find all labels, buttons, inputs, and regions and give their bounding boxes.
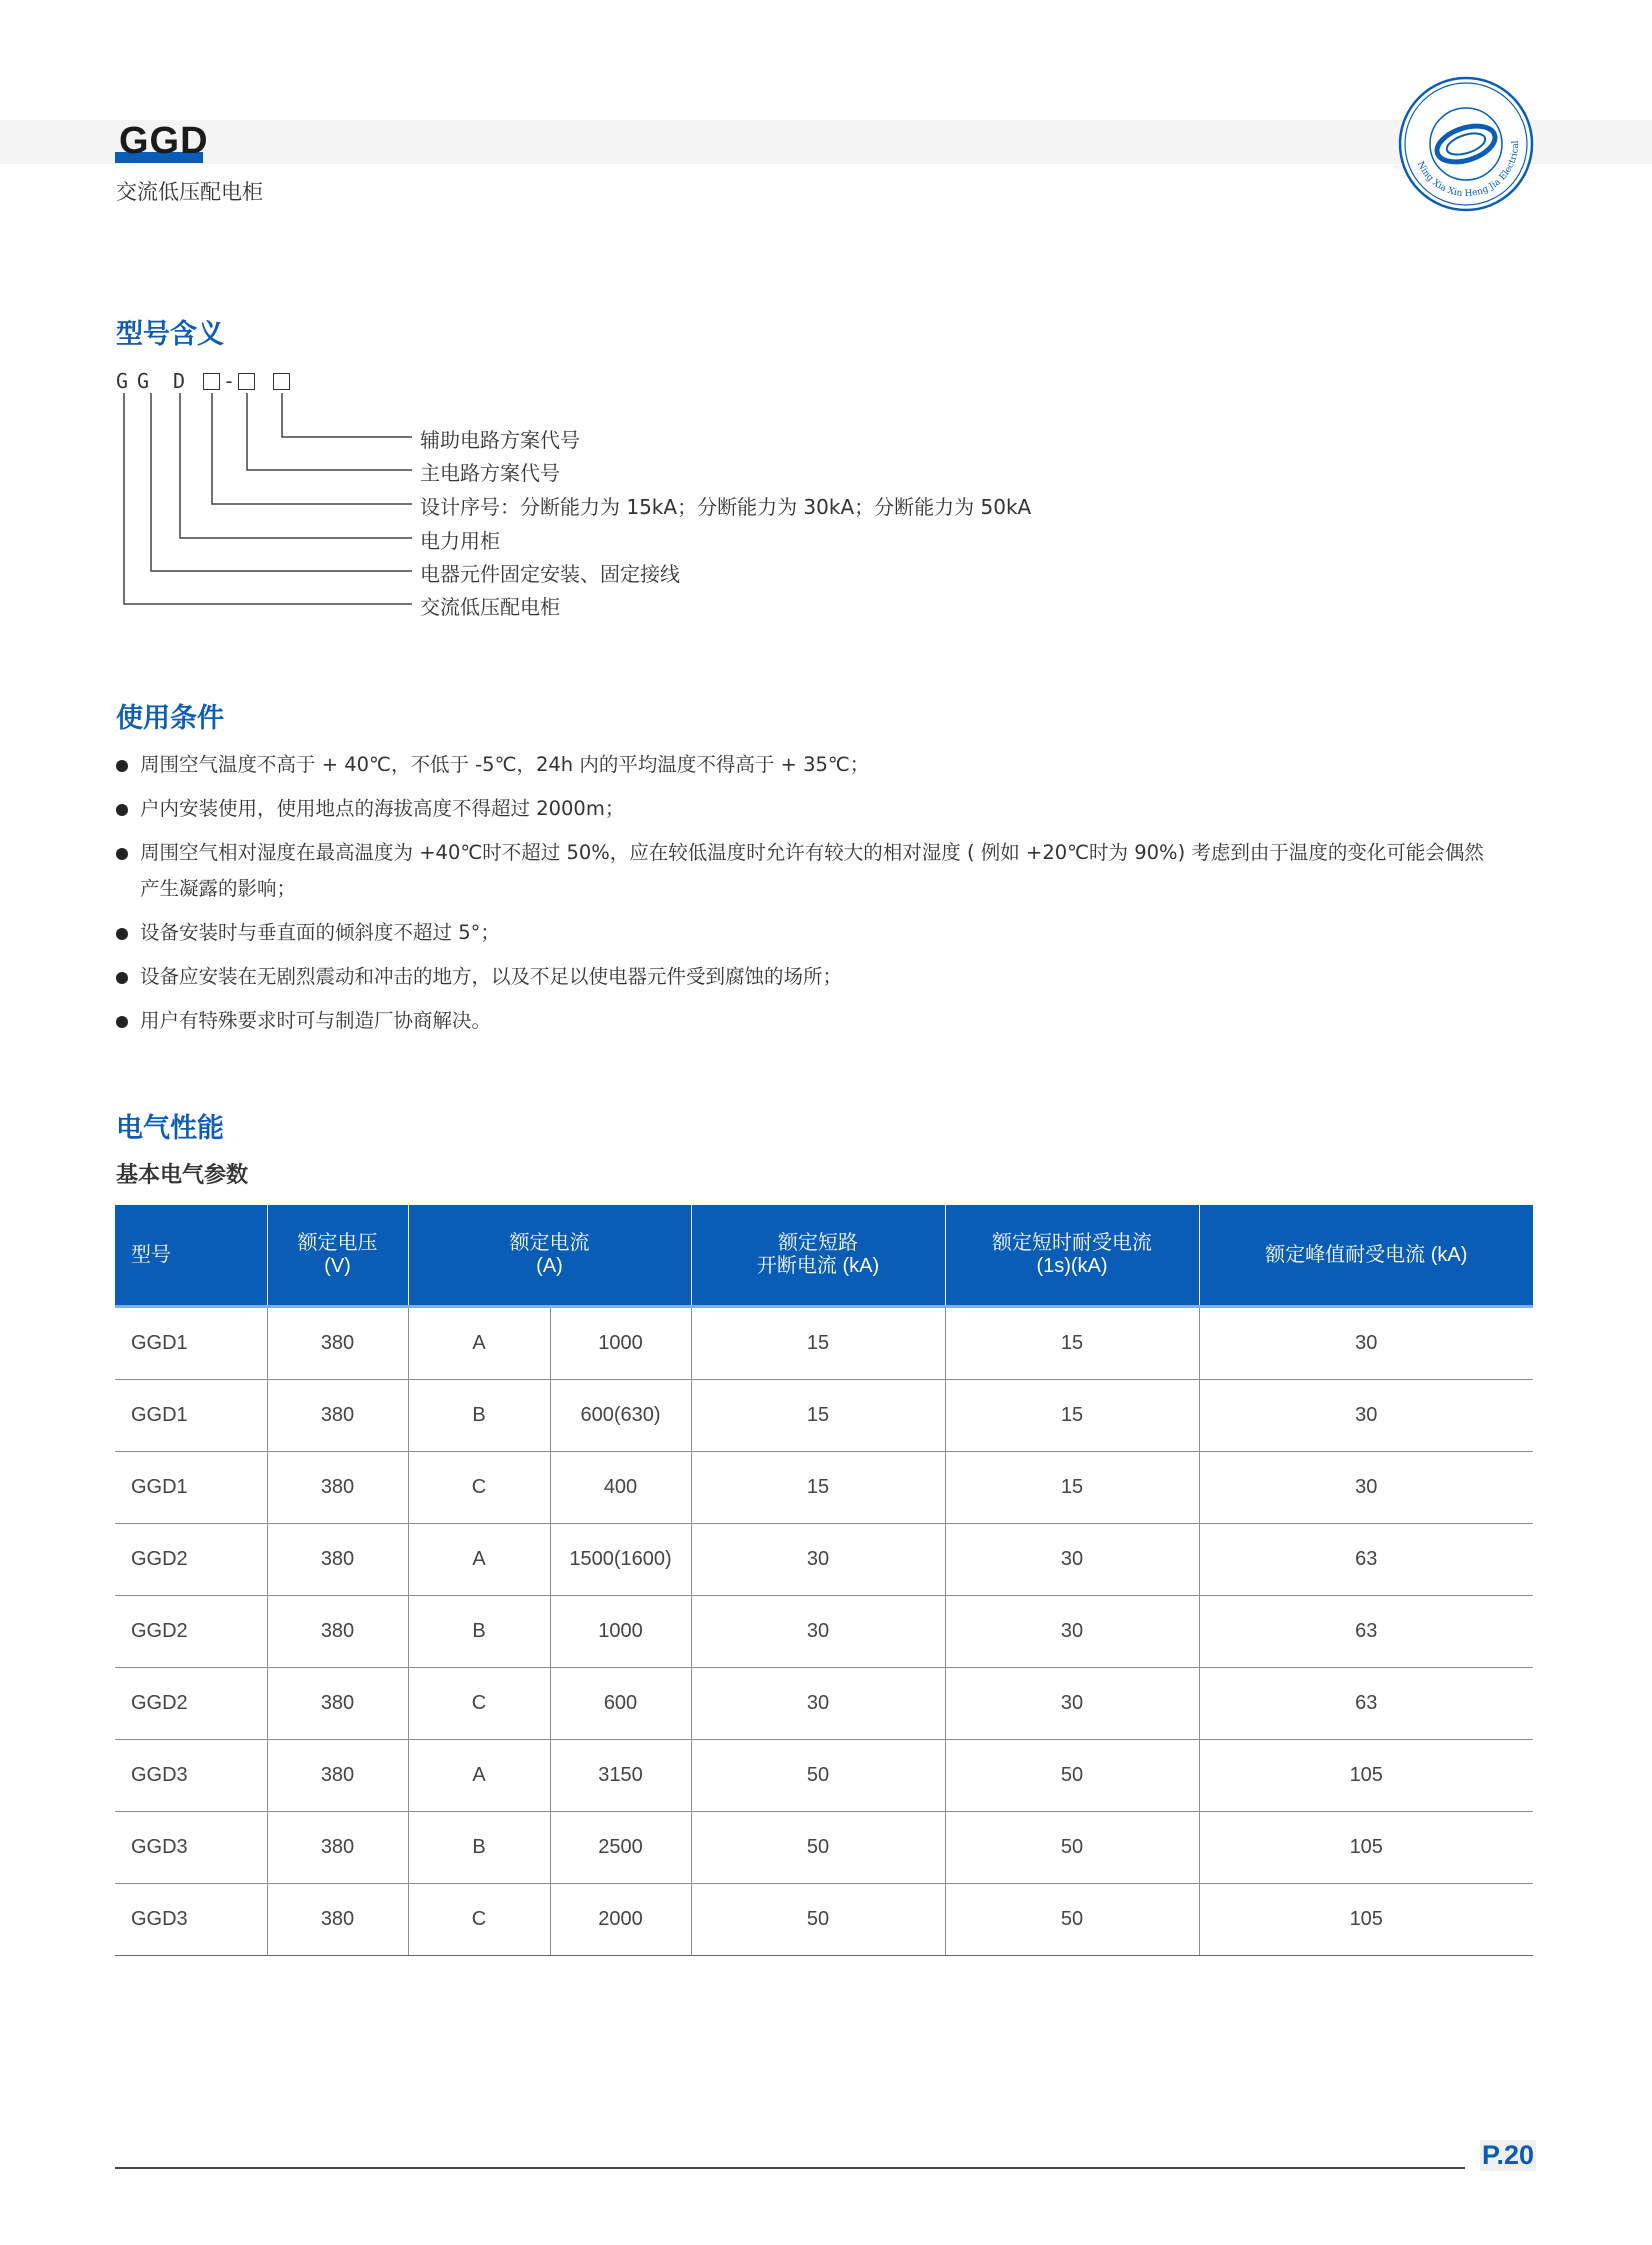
table-row — [115, 1884, 1533, 1956]
code-dash: - — [223, 369, 236, 393]
bullet-icon — [116, 1016, 128, 1028]
bullet-icon — [116, 760, 128, 772]
code-label-power-cabinet: 电力用柜 — [420, 529, 500, 553]
bullet-icon — [116, 804, 128, 816]
col-header-model: 型号 — [115, 1205, 267, 1307]
code-label-design-no: 设计序号：分断能力为 15kA；分断能力为 30kA；分断能力为 50kA — [420, 495, 1032, 519]
cell-current-class: C — [408, 1884, 550, 1956]
cell-current: 1500(1600) — [550, 1524, 691, 1596]
cell-voltage: 380 — [267, 1380, 408, 1452]
electrical-section-title: 电气性能 — [116, 1113, 224, 1144]
cell-peak: 105 — [1199, 1740, 1533, 1812]
condition-text: 用户有特殊要求时可与制造厂协商解决。 — [140, 1009, 492, 1032]
cell-current-class: B — [408, 1596, 550, 1668]
cell-model: GGD2 — [115, 1524, 267, 1596]
cell-peak: 63 — [1199, 1668, 1533, 1740]
logo-text: Ning Xia Xin Heng Jia Electrical — [1414, 140, 1522, 200]
table-row — [115, 1668, 1533, 1740]
cell-breaking: 15 — [691, 1307, 945, 1380]
code-label-main-circuit: 主电路方案代号 — [420, 461, 560, 485]
table-row — [115, 1524, 1533, 1596]
code-placeholder-box — [238, 373, 255, 390]
cell-model: GGD1 — [115, 1452, 267, 1524]
cell-current: 600 — [550, 1668, 691, 1740]
cell-current-class: A — [408, 1524, 550, 1596]
page-number: P.20 — [1482, 2140, 1535, 2170]
col-header-breaking: 额定短路 开断电流 (kA) — [691, 1205, 945, 1307]
col-header-peak: 额定峰值耐受电流 (kA) — [1199, 1205, 1533, 1307]
cell-breaking: 15 — [691, 1452, 945, 1524]
list-item — [116, 959, 1496, 995]
cell-short-time: 50 — [945, 1740, 1199, 1812]
table-row — [115, 1307, 1533, 1380]
condition-text: 周围空气温度不高于 + 40℃，不低于 -5℃，24h 内的平均温度不得高于 + 35℃； — [140, 753, 870, 776]
cell-peak: 63 — [1199, 1596, 1533, 1668]
code-letter: G — [116, 369, 129, 393]
code-placeholder-box — [273, 373, 290, 390]
cell-current-class: C — [408, 1668, 550, 1740]
code-label-fixed-install: 电器元件固定安装、固定接线 — [420, 562, 680, 586]
cell-voltage: 380 — [267, 1452, 408, 1524]
code-label-ac-lv-cabinet: 交流低压配电柜 — [420, 595, 560, 619]
cell-short-time: 50 — [945, 1812, 1199, 1884]
cell-breaking: 30 — [691, 1668, 945, 1740]
condition-text: 周围空气相对湿度在最高温度为 +40℃时不超过 50%，应在较低温度时允许有较大的相对湿度 ( 例如 +20℃时为 90%) 考虑到由于温度的变化可能会偶然产生凝露的影响； — [140, 841, 1484, 900]
cell-model: GGD3 — [115, 1812, 267, 1884]
model-section-title: 型号含义 — [116, 319, 224, 350]
list-item — [116, 747, 1496, 783]
list-item — [116, 835, 1496, 907]
code-letter: D — [173, 369, 186, 393]
table-row — [115, 1812, 1533, 1884]
cell-peak: 30 — [1199, 1380, 1533, 1452]
cell-voltage: 380 — [267, 1740, 408, 1812]
table-row — [115, 1380, 1533, 1452]
cell-model: GGD2 — [115, 1668, 267, 1740]
cell-voltage: 380 — [267, 1596, 408, 1668]
cell-short-time: 15 — [945, 1452, 1199, 1524]
cell-voltage: 380 — [267, 1524, 408, 1596]
cell-short-time: 30 — [945, 1668, 1199, 1740]
code-letter: G — [137, 369, 150, 393]
code-label-aux-circuit: 辅助电路方案代号 — [420, 428, 580, 452]
cell-short-time: 15 — [945, 1380, 1199, 1452]
cell-peak: 105 — [1199, 1812, 1533, 1884]
cell-model: GGD1 — [115, 1307, 267, 1380]
cell-voltage: 380 — [267, 1812, 408, 1884]
cell-breaking: 50 — [691, 1740, 945, 1812]
cell-current: 1000 — [550, 1307, 691, 1380]
conditions-list — [116, 747, 1496, 1047]
cell-current: 1000 — [550, 1596, 691, 1668]
cell-current-class: C — [408, 1452, 550, 1524]
electrical-params-table — [115, 1205, 1533, 1956]
cell-peak: 30 — [1199, 1452, 1533, 1524]
cell-peak: 63 — [1199, 1524, 1533, 1596]
company-seal-icon — [1398, 76, 1534, 212]
condition-text: 户内安装使用，使用地点的海拔高度不得超过 2000m； — [140, 797, 625, 820]
bullet-icon — [116, 972, 128, 984]
cell-current: 400 — [550, 1452, 691, 1524]
electrical-subtitle: 基本电气参数 — [116, 1163, 249, 1188]
cell-current: 2000 — [550, 1884, 691, 1956]
bullet-icon — [116, 848, 128, 860]
cell-voltage: 380 — [267, 1884, 408, 1956]
cell-short-time: 15 — [945, 1307, 1199, 1380]
condition-text: 设备安装时与垂直面的倾斜度不超过 5°； — [140, 921, 500, 944]
cell-breaking: 50 — [691, 1884, 945, 1956]
col-header-current: 额定电流 (A) — [408, 1205, 691, 1307]
cell-short-time: 30 — [945, 1596, 1199, 1668]
cell-current-class: B — [408, 1380, 550, 1452]
table-header-row — [115, 1205, 1533, 1307]
table-row — [115, 1452, 1533, 1524]
col-header-short-time: 额定短时耐受电流 (1s)(kA) — [945, 1205, 1199, 1307]
list-item — [116, 1003, 1496, 1039]
condition-text: 设备应安装在无剧烈震动和冲击的地方，以及不足以使电器元件受到腐蚀的场所； — [140, 965, 843, 988]
list-item — [116, 915, 1496, 951]
cell-current: 600(630) — [550, 1380, 691, 1452]
cell-breaking: 50 — [691, 1812, 945, 1884]
cell-short-time: 50 — [945, 1884, 1199, 1956]
cell-current: 2500 — [550, 1812, 691, 1884]
cell-current: 3150 — [550, 1740, 691, 1812]
cell-short-time: 30 — [945, 1524, 1199, 1596]
cell-breaking: 15 — [691, 1380, 945, 1452]
brand-subtitle: 交流低压配电柜 — [116, 180, 263, 204]
cell-peak: 30 — [1199, 1307, 1533, 1380]
brand-title: GGD — [119, 120, 209, 162]
table-row — [115, 1740, 1533, 1812]
cell-breaking: 30 — [691, 1596, 945, 1668]
cell-current-class: A — [408, 1740, 550, 1812]
cell-model: GGD3 — [115, 1884, 267, 1956]
footer-divider — [115, 2167, 1465, 2169]
cell-current-class: A — [408, 1307, 550, 1380]
conditions-section-title: 使用条件 — [116, 703, 224, 734]
cell-model: GGD1 — [115, 1380, 267, 1452]
cell-model: GGD3 — [115, 1740, 267, 1812]
cell-voltage: 380 — [267, 1307, 408, 1380]
cell-peak: 105 — [1199, 1884, 1533, 1956]
table-row — [115, 1596, 1533, 1668]
cell-breaking: 30 — [691, 1524, 945, 1596]
col-header-voltage: 额定电压 (V) — [267, 1205, 408, 1307]
bullet-icon — [116, 928, 128, 940]
code-placeholder-box — [203, 373, 220, 390]
cell-current-class: B — [408, 1812, 550, 1884]
cell-model: GGD2 — [115, 1596, 267, 1668]
cell-voltage: 380 — [267, 1668, 408, 1740]
list-item — [116, 791, 1496, 827]
